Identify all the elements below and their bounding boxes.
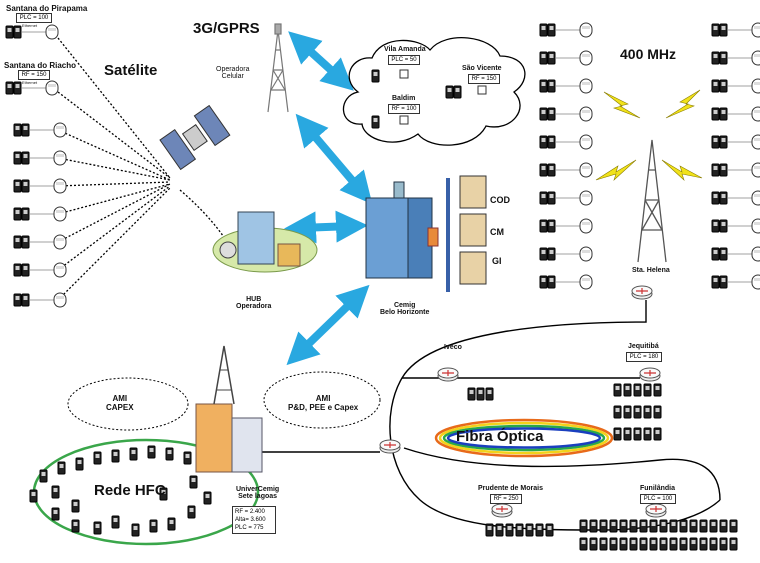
cell-tower-icon	[268, 24, 288, 112]
fiber-title: Fibra Óptica	[456, 428, 544, 445]
jequitiba-meter-14	[644, 428, 651, 440]
hfc-meter-3	[76, 458, 83, 470]
cloud-badge-baldim: RF = 100	[388, 104, 420, 114]
server-rack	[448, 176, 486, 292]
jequitiba-meter-10	[654, 406, 661, 418]
iveco-meter-1	[468, 388, 475, 400]
funilandia-meter-24	[650, 538, 657, 550]
funilandia-meter-25	[660, 538, 667, 550]
cloud-site-baldim: Baldim	[392, 95, 416, 102]
funilandia-meter-29	[700, 538, 707, 550]
hfc-meter-16	[132, 524, 139, 536]
hfc-meter-17	[150, 520, 157, 532]
jequitiba-meter-2	[624, 384, 631, 396]
radio-right-device-6	[712, 163, 760, 177]
radio-right-device-5	[712, 135, 760, 149]
radio-left-device-3	[540, 79, 592, 93]
radio-tower-icon	[638, 140, 666, 262]
radio-left-device-7	[540, 191, 592, 205]
funilandia-meter-6	[630, 520, 637, 532]
core-router-icon	[380, 440, 400, 453]
radio-right-device-1	[712, 23, 760, 37]
radio-right-device-8	[712, 219, 760, 233]
radio-title: 400 MHz	[620, 46, 677, 62]
fiber-badge-prudente: RF = 250	[490, 494, 522, 504]
server-gi: GI	[492, 256, 502, 266]
funilandia-meter-28	[690, 538, 697, 550]
prudente-meter-3	[506, 524, 513, 536]
funilandia-meter-31	[720, 538, 727, 550]
hfc-meter-6	[130, 448, 137, 460]
radio-left-device-4	[540, 107, 592, 121]
sta-helena-router-icon	[632, 286, 652, 299]
radio-left-device-6	[540, 163, 592, 177]
radio-left-device-9	[540, 247, 592, 261]
comm-arrows	[298, 42, 362, 354]
hfc-meter-22	[190, 476, 197, 488]
ami-capex-label: AMI CAPEX	[106, 394, 134, 412]
univercemig-stat-plc: PLC = 775	[235, 525, 264, 531]
cloud-badge-vila-amanda: PLC = 50	[388, 55, 420, 65]
cloud-site-vila-amanda: Vila Amanda	[384, 46, 426, 53]
prudente-meter-6	[536, 524, 543, 536]
jequitiba-meter-5	[654, 384, 661, 396]
jequitiba-meter-7	[624, 406, 631, 418]
hfc-meter-8	[166, 448, 173, 460]
cloud-badge-sao-vicente: RF = 150	[468, 74, 500, 84]
funilandia-meter-15	[720, 520, 727, 532]
sat-serial-device-5	[14, 179, 66, 193]
cellular-title: 3G/GPRS	[193, 20, 260, 37]
radio-right-device-7	[712, 191, 760, 205]
prudente-router-icon	[492, 504, 512, 517]
cloud-site-sao-vicente: São Vicente	[462, 65, 502, 72]
univercemig-label: UniverCemig Sete lagoas	[236, 486, 280, 500]
funilandia-meter-27	[680, 538, 687, 550]
funilandia-meter-8	[650, 520, 657, 532]
funilandia-meter-3	[600, 520, 607, 532]
iveco-meter-2	[477, 388, 484, 400]
fiber-node-iveco: Iveco	[444, 344, 462, 351]
jequitiba-meter-8	[634, 406, 641, 418]
funilandia-meter-22	[630, 538, 637, 550]
radio-right-device-9	[712, 247, 760, 261]
funilandia-meter-11	[680, 520, 687, 532]
jequitiba-meter-11	[614, 428, 621, 440]
univercemig-stat-alta: Alta= 3.600	[235, 517, 266, 523]
sat-serial-device-9	[14, 293, 66, 307]
sat-serial-device-6	[14, 207, 66, 221]
cemig-label: Cemig Belo Horizonte	[380, 302, 430, 316]
univercemig-stats	[232, 506, 276, 534]
hfc-meter-7	[148, 446, 155, 458]
jequitiba-meter-1	[614, 384, 621, 396]
hfc-meter-23	[30, 490, 37, 502]
funilandia-meter-12	[690, 520, 697, 532]
hub-label: HUB Operadora	[236, 296, 272, 310]
funilandia-meter-7	[640, 520, 647, 532]
funilandia-meter-30	[710, 538, 717, 550]
jequitiba-meter-3	[634, 384, 641, 396]
sat-serial-device-4	[14, 151, 66, 165]
univercemig-building-icon	[196, 346, 262, 472]
funilandia-meter-20	[610, 538, 617, 550]
jequitiba-router-icon	[640, 368, 660, 381]
ami-pd-label: AMI P&D, PEE e Capex	[288, 394, 359, 412]
funilandia-meter-17	[580, 538, 587, 550]
hfc-meter-14	[94, 522, 101, 534]
jequitiba-meter-6	[614, 406, 621, 418]
satellite-title: Satélite	[104, 62, 158, 79]
radio-right-device-10	[712, 275, 760, 289]
funilandia-meter-13	[700, 520, 707, 532]
iveco-meter-3	[486, 388, 493, 400]
radio-left-device-8	[540, 219, 592, 233]
funilandia-meter-1	[580, 520, 587, 532]
univercemig-stat-rf: RF = 2.400	[235, 509, 265, 515]
server-cm: CM	[490, 227, 504, 237]
hfc-meter-5	[112, 450, 119, 462]
hfc-meter-11	[72, 500, 79, 512]
funilandia-meter-5	[620, 520, 627, 532]
funilandia-meter-14	[710, 520, 717, 532]
funilandia-meter-32	[730, 538, 737, 550]
hfc-meter-18	[168, 518, 175, 530]
prudente-meter-4	[516, 524, 523, 536]
radio-tower-label: Sta. Helena	[632, 267, 670, 274]
jequitiba-meter-9	[644, 406, 651, 418]
fiber-badge-jequitiba: PLC = 180	[626, 352, 662, 362]
site-pirapama-link: Ethernet	[22, 23, 38, 28]
operator-label: Operadora Celular	[216, 66, 250, 80]
site-riacho-link: Ethernet	[22, 80, 38, 85]
hfc-meter-2	[58, 462, 65, 474]
funilandia-meter-23	[640, 538, 647, 550]
jequitiba-meter-13	[634, 428, 641, 440]
site-pirapama-name: Santana do Pirapama	[6, 4, 88, 13]
radio-left-device-5	[540, 135, 592, 149]
jequitiba-meter-4	[644, 384, 651, 396]
hfc-title: Rede HFC	[94, 482, 166, 499]
funilandia-meter-16	[730, 520, 737, 532]
funilandia-meter-19	[600, 538, 607, 550]
funilandia-router-icon	[646, 504, 666, 517]
radio-left-device-2	[540, 51, 592, 65]
radio-right-device-4	[712, 107, 760, 121]
sat-serial-device-3	[14, 123, 66, 137]
hfc-meter-4	[94, 452, 101, 464]
iveco-router-icon	[438, 368, 458, 381]
funilandia-meter-21	[620, 538, 627, 550]
radio-right-device-2	[712, 51, 760, 65]
fiber-node-prudente: Prudente de Morais	[478, 485, 543, 492]
satellite-icon	[160, 106, 230, 170]
prudente-meter-5	[526, 524, 533, 536]
funilandia-meter-18	[590, 538, 597, 550]
radio-left-device-10	[540, 275, 592, 289]
radio-left-device-1	[540, 23, 592, 37]
jequitiba-meter-15	[654, 428, 661, 440]
hfc-meter-13	[72, 520, 79, 532]
cellular-cloud	[343, 38, 524, 145]
fiber-node-funilandia: Funilândia	[640, 485, 675, 492]
prudente-meter-2	[496, 524, 503, 536]
fiber-badge-funilandia: PLC = 100	[640, 494, 676, 504]
funilandia-meter-4	[610, 520, 617, 532]
site-pirapama-badge: PLC = 100	[16, 13, 52, 23]
funilandia-meter-9	[660, 520, 667, 532]
cemig-building-icon	[366, 182, 438, 278]
radio-right-device-3	[712, 79, 760, 93]
hfc-meter-19	[188, 506, 195, 518]
sat-serial-device-8	[14, 263, 66, 277]
site-riacho-badge: RF = 150	[18, 70, 50, 80]
funilandia-meter-10	[670, 520, 677, 532]
hfc-meter-15	[112, 516, 119, 528]
hfc-meter-20	[204, 492, 211, 504]
hfc-meter-10	[52, 486, 59, 498]
hub-building-icon	[213, 212, 317, 272]
hfc-meter-1	[40, 470, 47, 482]
funilandia-meter-26	[670, 538, 677, 550]
funilandia-meter-2	[590, 520, 597, 532]
fiber-node-jequitiba: Jequitibá	[628, 343, 659, 350]
hfc-meter-9	[184, 452, 191, 464]
server-cod: COD	[490, 195, 510, 205]
prudente-meter-1	[486, 524, 493, 536]
prudente-meter-7	[546, 524, 553, 536]
site-riacho-name: Santana do Riacho	[4, 61, 77, 70]
jequitiba-meter-12	[624, 428, 631, 440]
sat-serial-device-7	[14, 235, 66, 249]
hfc-meter-12	[52, 508, 59, 520]
